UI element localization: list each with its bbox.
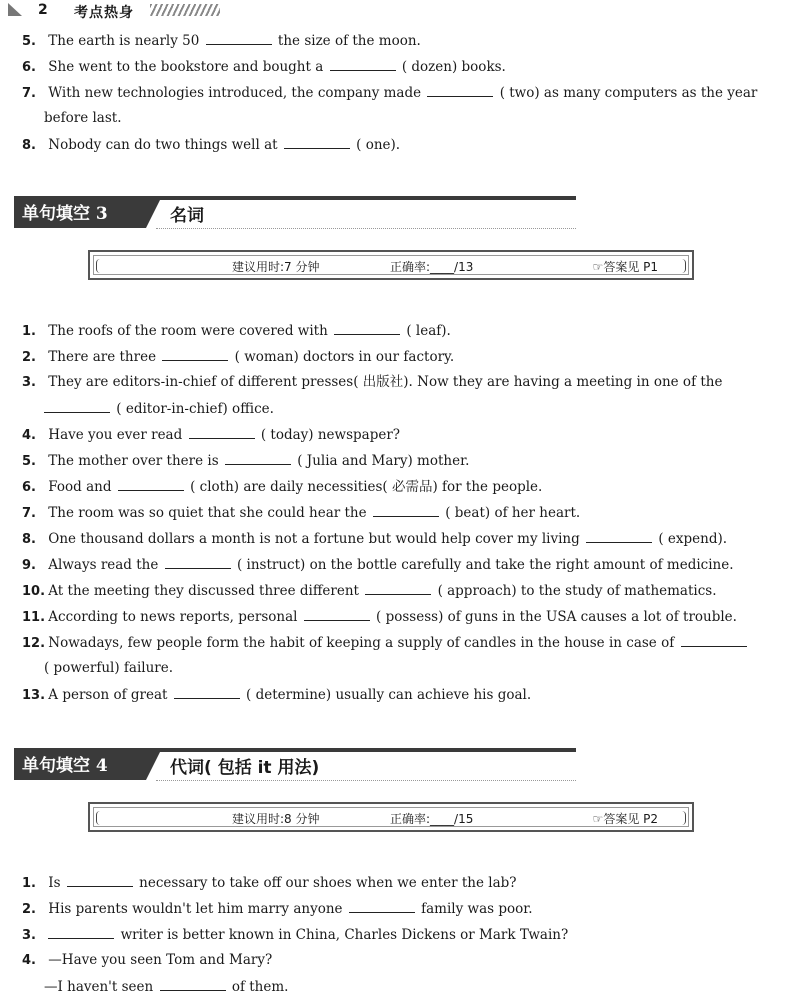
question-continuation (44, 398, 274, 419)
question-row (22, 82, 766, 104)
answer-blank[interactable] (304, 606, 370, 621)
section-info-box (88, 250, 694, 280)
question-text: ( today) newspaper? (260, 427, 401, 443)
question-row (22, 346, 454, 368)
question-number: 1. (22, 876, 36, 891)
question-number: 6. (22, 60, 36, 75)
question-text: —Have you seen Tom and Mary? (48, 952, 273, 968)
question-number: 11. (22, 610, 46, 625)
question-text: ( determine) usually can achieve his goal. (246, 687, 532, 703)
question-row (22, 134, 400, 156)
answer-blank[interactable] (162, 346, 228, 361)
question-row (22, 632, 749, 654)
question-text: The room was so quiet that she could hear the (48, 505, 367, 521)
accuracy-rate: 正确率:____/15 (390, 812, 474, 826)
answer-reference: ☞答案见 P1 (592, 260, 658, 274)
suggested-time: 建议用时:7 分钟 (232, 260, 320, 274)
section-divider (156, 780, 576, 781)
question-text: ( woman) doctors in our factory. (234, 349, 455, 365)
section-heading-3 (14, 196, 576, 232)
corner-triangle-icon (8, 3, 22, 16)
question-text: ( instruct) on the bottle carefully and take the right amount of medicine. (236, 557, 734, 573)
question-number: 5. (22, 454, 36, 469)
question-text: Nobody can do two things well at (48, 137, 278, 153)
question-text: ( two) as many computers as the year (499, 85, 758, 101)
question-row (22, 424, 400, 446)
section-label: 单句填空 4 (14, 752, 146, 780)
question-text: The mother over there is (48, 453, 219, 469)
question-text: One thousand dollars a month is not a fortune but would help cover my living (48, 531, 580, 547)
answer-blank[interactable] (681, 632, 747, 647)
question-text: ( approach) to the study of mathematics. (437, 583, 717, 599)
question-text: His parents wouldn't let him marry anyone (48, 901, 343, 917)
question-text: before last. (44, 110, 122, 126)
question-number: 4. (22, 953, 36, 968)
left-bracket-icon (96, 811, 103, 825)
question-number: 10. (22, 584, 46, 599)
page-number: 2 (38, 2, 48, 18)
question-row (22, 320, 451, 342)
answer-blank[interactable] (189, 424, 255, 439)
question-text: ( leaf). (406, 323, 451, 339)
answer-blank[interactable] (67, 872, 133, 887)
question-text: of them. (231, 979, 289, 995)
suggested-time: 建议用时:8 分钟 (232, 812, 320, 826)
question-number: 8. (22, 532, 36, 547)
question-text: Nowadays, few people form the habit of keeping a supply of candles in the house in case of (48, 635, 675, 651)
question-number: 2. (22, 350, 36, 365)
question-text: Always read the (48, 557, 159, 573)
right-bracket-icon (679, 811, 686, 825)
question-text: Have you ever read (48, 427, 183, 443)
question-text: ( possess) of guns in the USA causes a lot of trouble. (376, 609, 737, 625)
question-text: ( editor-in-chief) office. (116, 401, 274, 417)
question-row (22, 924, 568, 946)
question-text: With new technologies introduced, the company made (48, 85, 422, 101)
answer-blank[interactable] (334, 320, 400, 335)
question-text: ( powerful) failure. (44, 660, 174, 676)
question-continuation (44, 976, 288, 997)
question-row (22, 450, 469, 472)
question-row (22, 898, 533, 920)
answer-blank[interactable] (118, 476, 184, 491)
question-text: family was poor. (421, 901, 533, 917)
question-text: ( expend). (658, 531, 728, 547)
question-text: ( cloth) are daily necessities( 必需品) for the people. (190, 479, 543, 495)
question-number: 6. (22, 480, 36, 495)
answer-blank[interactable] (44, 398, 110, 413)
answer-blank[interactable] (48, 924, 114, 939)
section-info-box (88, 802, 694, 832)
question-row (22, 684, 531, 706)
question-text: necessary to take off our shoes when we enter the lab? (139, 875, 517, 891)
question-row (22, 30, 421, 52)
question-text: ( dozen) books. (401, 59, 506, 75)
answer-blank[interactable] (330, 56, 396, 71)
left-bracket-icon (96, 259, 103, 273)
answer-reference-text: 答案见 P2 (603, 812, 658, 826)
answer-blank[interactable] (225, 450, 291, 465)
question-text: ( one). (356, 137, 401, 153)
section-notch (146, 200, 160, 228)
answer-blank[interactable] (165, 554, 231, 569)
answer-blank[interactable] (160, 976, 226, 991)
page-header (0, 0, 330, 22)
section-title: 代词( 包括 it 用法) (170, 758, 320, 778)
answer-blank[interactable] (206, 30, 272, 45)
question-text: the size of the moon. (277, 33, 421, 49)
header-title: 考点热身 (74, 5, 134, 21)
question-number: 3. (22, 375, 36, 390)
answer-blank[interactable] (349, 898, 415, 913)
question-row (22, 606, 737, 628)
question-number: 5. (22, 34, 36, 49)
question-row (22, 476, 542, 498)
question-text: The roofs of the room were covered with (48, 323, 328, 339)
answer-reference: ☞答案见 P2 (592, 812, 658, 826)
question-text: The earth is nearly 50 (48, 33, 200, 49)
question-row (22, 56, 506, 78)
question-text: She went to the bookstore and bought a (48, 59, 324, 75)
question-text: There are three (48, 349, 157, 365)
question-row (22, 372, 722, 393)
answer-blank[interactable] (586, 528, 652, 543)
question-number: 13. (22, 688, 46, 703)
question-number: 7. (22, 86, 36, 101)
right-bracket-icon (679, 259, 686, 273)
accuracy-rate: 正确率:____/13 (390, 260, 474, 274)
section-label: 单句填空 3 (14, 200, 146, 228)
question-text: ( beat) of her heart. (445, 505, 581, 521)
header-stripes (150, 4, 220, 16)
question-text: Is (48, 875, 61, 891)
question-text: ( Julia and Mary) mother. (297, 453, 470, 469)
section-divider (156, 228, 576, 229)
answer-blank[interactable] (284, 134, 350, 149)
question-text: Food and (48, 479, 112, 495)
question-number: 1. (22, 324, 36, 339)
answer-blank[interactable] (174, 684, 240, 699)
question-number: 3. (22, 928, 36, 943)
question-row (22, 580, 717, 602)
answer-blank[interactable] (365, 580, 431, 595)
question-row (22, 502, 580, 524)
question-number: 8. (22, 138, 36, 153)
answer-blank[interactable] (373, 502, 439, 517)
section-notch (146, 752, 160, 780)
question-text: —I haven't seen (44, 979, 154, 995)
question-row (22, 554, 734, 576)
question-number: 9. (22, 558, 36, 573)
question-number: 7. (22, 506, 36, 521)
question-number: 12. (22, 636, 46, 651)
question-text: They are editors-in-chief of different presses( 出版社). Now they are having a meeting in one of the (48, 374, 723, 390)
question-row (22, 528, 727, 550)
question-row (22, 872, 517, 894)
answer-blank[interactable] (427, 82, 493, 97)
answer-reference-text: 答案见 P1 (603, 260, 658, 274)
question-text: writer is better known in China, Charles Dickens or Mark Twain? (120, 927, 569, 943)
question-text: At the meeting they discussed three different (48, 583, 359, 599)
question-number: 2. (22, 902, 36, 917)
question-text: According to news reports, personal (48, 609, 298, 625)
section-title: 名词 (170, 206, 204, 226)
question-number: 4. (22, 428, 36, 443)
question-row (22, 950, 272, 971)
question-text: A person of great (48, 687, 168, 703)
section-heading-4 (14, 748, 576, 784)
